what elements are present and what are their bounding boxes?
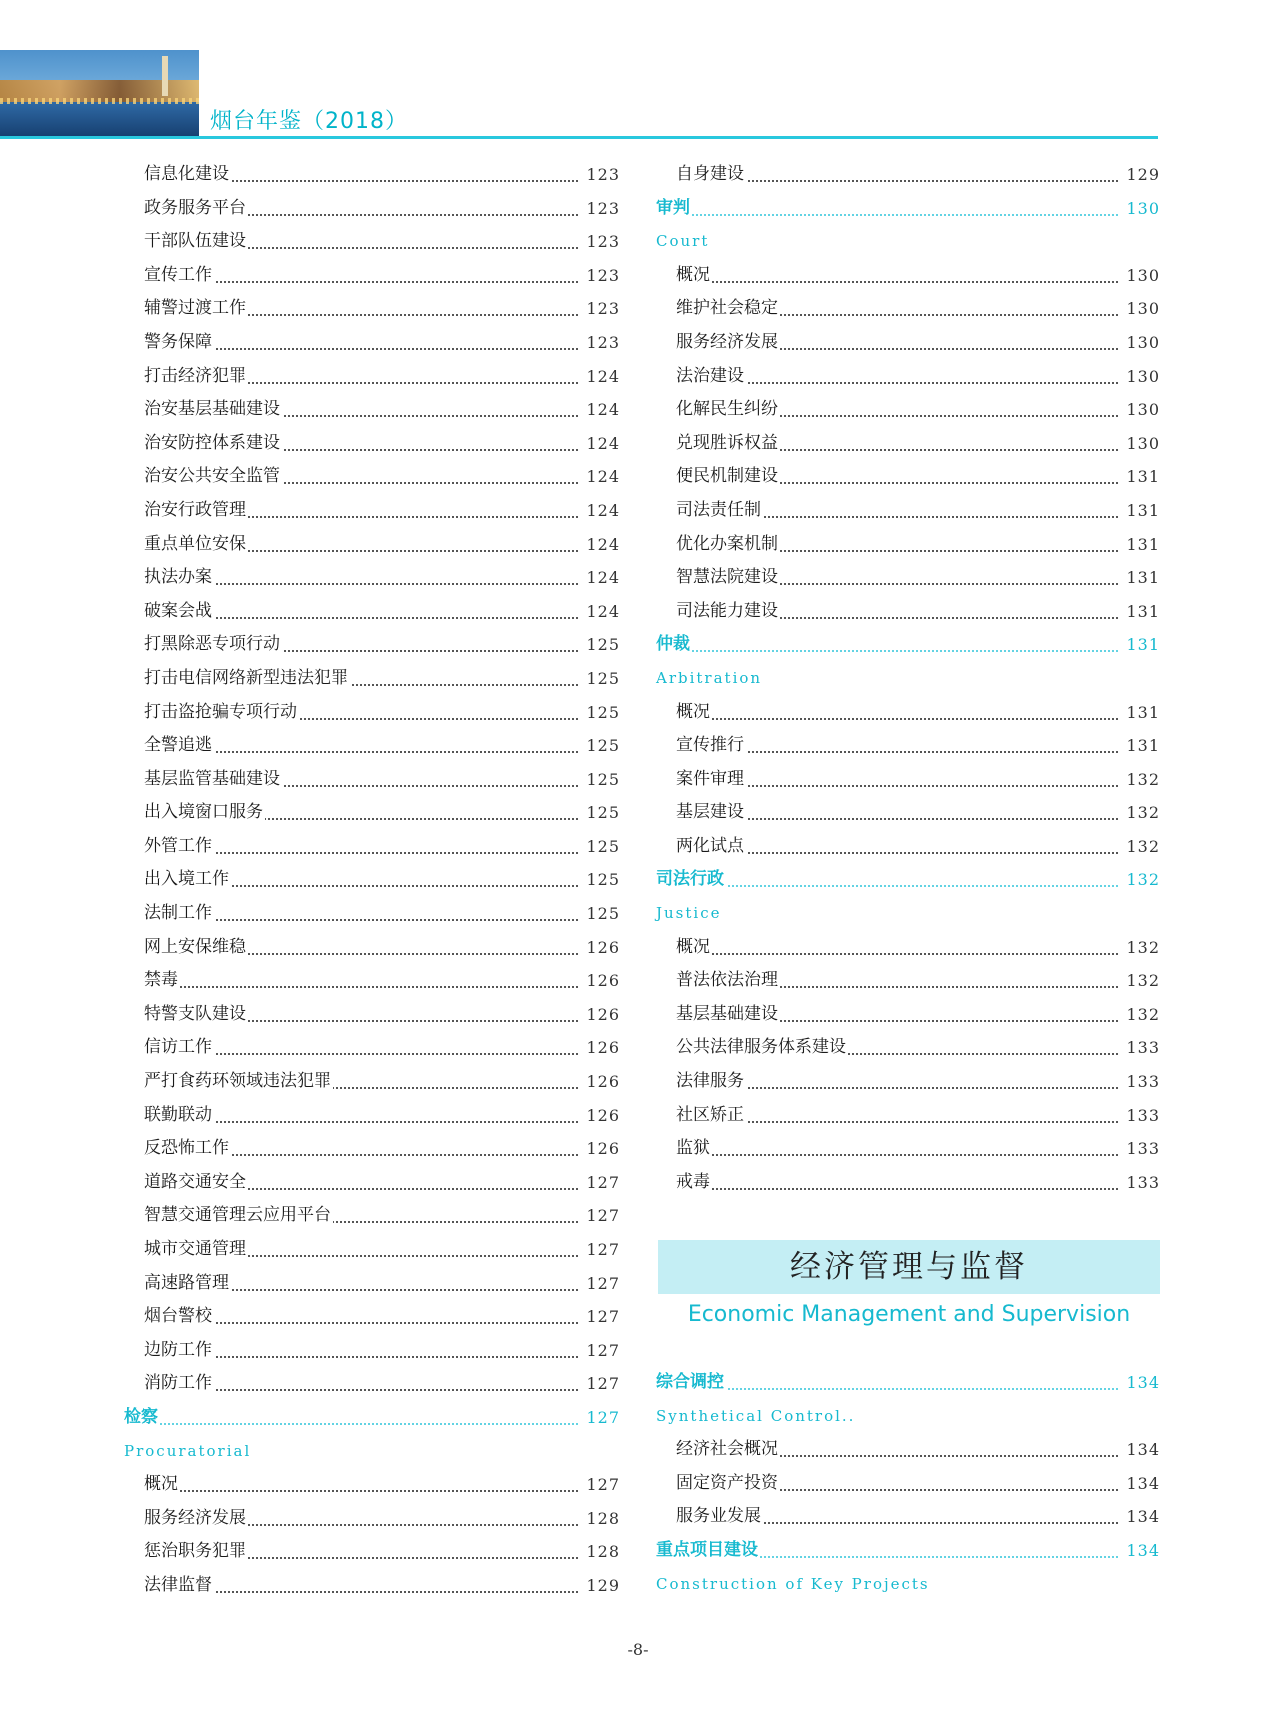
toc-entry-page: 127 (586, 1240, 620, 1259)
toc-entry-page: 134 (1126, 1473, 1160, 1493)
toc-entry-title: 反恐怖工作 (144, 1132, 231, 1166)
toc-entry (652, 1433, 1160, 1467)
toc-entry-title: 法律服务 (676, 1065, 746, 1099)
toc-entry-page: 126 (586, 971, 620, 991)
toc-entry-title: Procuratorial (124, 1435, 253, 1469)
toc-entry (120, 1502, 620, 1536)
toc-entry (652, 595, 1160, 629)
photo-city-lights (0, 98, 199, 104)
toc-entry-page: 127 (586, 1172, 620, 1192)
toc-entry (652, 1132, 1160, 1166)
toc-entry-title: 概况 (144, 1468, 180, 1502)
toc-entry-title: 兑现胜诉权益 (676, 427, 780, 461)
toc-leader-dots (676, 1188, 1118, 1190)
toc-entry-title: 网上安保维稳 (144, 931, 248, 965)
toc-entry (120, 326, 620, 360)
toc-entry-page: 130 (1126, 332, 1160, 352)
toc-entry (652, 1467, 1160, 1501)
toc-entry-page: 128 (586, 1508, 620, 1528)
toc-entry-title: 政务服务平台 (144, 192, 248, 226)
toc-entry-title: 边防工作 (144, 1334, 214, 1368)
toc-entry-page: 133 (1126, 1105, 1160, 1125)
toc-entry-title: 优化办案机制 (676, 528, 780, 562)
toc-entry-page: 127 (586, 1307, 620, 1327)
toc-entry (652, 763, 1160, 797)
toc-leader-dots (144, 1490, 578, 1492)
toc-entry-title: 服务业发展 (676, 1500, 763, 1534)
toc-entry-page: 130 (1126, 198, 1160, 218)
toc-entry-page: 126 (586, 1004, 620, 1024)
toc-entry-title: Court (656, 225, 711, 259)
toc-entry (652, 494, 1160, 528)
toc-entry-title: 服务经济发展 (144, 1502, 248, 1536)
toc-entry-title: 智慧交通管理云应用平台 (144, 1199, 333, 1233)
toc-entry (120, 1233, 620, 1267)
toc-section-heading (652, 192, 1160, 226)
toc-entry-page: 130 (1126, 299, 1160, 319)
toc-entry (652, 1500, 1160, 1534)
toc-entry-page: 133 (1126, 1172, 1160, 1192)
toc-entry-page: 125 (586, 635, 620, 655)
toc-entry-title: 信访工作 (144, 1031, 214, 1065)
toc-entry-title: 治安防控体系建设 (144, 427, 282, 461)
toc-section-heading (652, 628, 1160, 662)
toc-entry (120, 1300, 620, 1334)
toc-leader-dots (676, 718, 1118, 720)
toc-entry-title: 基层基础建设 (676, 998, 780, 1032)
toc-entry-page: 134 (1126, 1440, 1160, 1460)
toc-left-column (120, 158, 620, 1603)
toc-entry-page: 130 (1126, 400, 1160, 420)
toc-entry-title: 烟台警校 (144, 1300, 214, 1334)
toc-entry-page: 124 (586, 433, 620, 453)
toc-entry-page: 124 (586, 500, 620, 520)
toc-entry-page: 132 (1126, 836, 1160, 856)
toc-entry-page: 132 (1126, 870, 1160, 890)
toc-entry (120, 528, 620, 562)
toc-entry-page: 124 (586, 534, 620, 554)
toc-entry-title: 综合调控 (656, 1366, 726, 1400)
toc-entry-page: 131 (1126, 736, 1160, 756)
toc-entry-title: 固定资产投资 (676, 1467, 780, 1501)
toc-entry (120, 796, 620, 830)
toc-entry-page: 131 (1126, 635, 1160, 655)
toc-entry (120, 292, 620, 326)
toc-entry-title: Synthetical Control.. (656, 1400, 857, 1434)
toc-entry-page: 133 (1126, 1038, 1160, 1058)
toc-leader-dots (144, 986, 578, 988)
toc-leader-dots (676, 281, 1118, 283)
toc-entry-page: 130 (1126, 433, 1160, 453)
toc-entry-page: 123 (586, 198, 620, 218)
toc-entry-page: 125 (586, 702, 620, 722)
toc-entry-page: 130 (1126, 265, 1160, 285)
toc-entry-page: 124 (586, 366, 620, 386)
toc-entry (120, 1535, 620, 1569)
toc-entry-page: 127 (586, 1374, 620, 1394)
toc-entry-title: 打黑除恶专项行动 (144, 628, 282, 662)
toc-entry-title: 法治建设 (676, 360, 746, 394)
toc-entry (652, 998, 1160, 1032)
toc-entry (652, 729, 1160, 763)
section-banner (658, 1240, 1160, 1294)
toc-entry-title: 基层监管基础建设 (144, 763, 282, 797)
toc-entry-title: 便民机制建设 (676, 460, 780, 494)
toc-entry (120, 998, 620, 1032)
toc-entry (120, 158, 620, 192)
toc-entry-page: 132 (1126, 769, 1160, 789)
toc-entry-page: 128 (586, 1542, 620, 1562)
toc-entry (120, 1065, 620, 1099)
toc-entry (652, 1065, 1160, 1099)
toc-entry-page: 124 (586, 467, 620, 487)
toc-entry-page: 131 (1126, 534, 1160, 554)
toc-leader-dots (676, 953, 1118, 955)
toc-section-english (652, 225, 1160, 259)
toc-entry-page: 123 (586, 232, 620, 252)
toc-entry-title: 打击经济犯罪 (144, 360, 248, 394)
toc-entry-page: 125 (586, 668, 620, 688)
toc-entry-title: 自身建设 (676, 158, 746, 192)
toc-entry (652, 528, 1160, 562)
toc-entry-title: 破案会战 (144, 595, 214, 629)
toc-entry-title: 宣传推行 (676, 729, 746, 763)
toc-entry (652, 326, 1160, 360)
toc-entry-title: 两化试点 (676, 830, 746, 864)
toc-entry-title: 维护社会稳定 (676, 292, 780, 326)
toc-entry-page: 124 (586, 400, 620, 420)
toc-section-heading (652, 1366, 1160, 1400)
toc-entry (120, 360, 620, 394)
toc-entry (652, 360, 1160, 394)
toc-entry (120, 964, 620, 998)
toc-entry-title: 全警追逃 (144, 729, 214, 763)
toc-entry-title: 审判 (656, 192, 692, 226)
toc-entry-page: 126 (586, 1139, 620, 1159)
toc-entry-page: 125 (586, 736, 620, 756)
toc-entry (120, 1132, 620, 1166)
toc-entry-title: 高速路管理 (144, 1267, 231, 1301)
toc-entry-title: 特警支队建设 (144, 998, 248, 1032)
toc-entry (120, 628, 620, 662)
toc-entry-title: 干部队伍建设 (144, 225, 248, 259)
page-number: -8- (627, 1640, 649, 1659)
toc-entry-page: 125 (586, 904, 620, 924)
toc-entry-title: 执法办案 (144, 561, 214, 595)
toc-entry-page: 131 (1126, 702, 1160, 722)
toc-entry-page: 125 (586, 803, 620, 823)
toc-right-column-2 (652, 1366, 1160, 1601)
toc-entry (120, 494, 620, 528)
toc-entry-title: 普法依法治理 (676, 964, 780, 998)
toc-entry (120, 1367, 620, 1401)
toc-entry-page: 127 (586, 1407, 620, 1427)
toc-entry-page: 134 (1126, 1373, 1160, 1392)
toc-entry (120, 561, 620, 595)
toc-entry-title: 外管工作 (144, 830, 214, 864)
toc-entry-title: 联勤联动 (144, 1099, 214, 1133)
toc-entry (120, 192, 620, 226)
toc-entry-page: 124 (586, 568, 620, 588)
toc-entry (120, 1569, 620, 1603)
toc-entry-page: 125 (586, 769, 620, 789)
toc-entry-title: 概况 (676, 259, 712, 293)
toc-leader-dots (656, 650, 1118, 652)
toc-entry-page: 132 (1126, 937, 1160, 957)
toc-entry (120, 595, 620, 629)
toc-entry (120, 830, 620, 864)
toc-entry-title: 司法行政 (656, 863, 726, 897)
toc-entry-page: 124 (586, 601, 620, 621)
toc-entry-page: 131 (1126, 467, 1160, 487)
toc-entry-title: 戒毒 (676, 1166, 712, 1200)
toc-entry (120, 763, 620, 797)
section-banner-title: 经济管理与监督 (790, 1249, 1028, 1285)
toc-entry-title: 案件审理 (676, 763, 746, 797)
toc-entry-title: 检察 (124, 1401, 160, 1435)
toc-entry-title: 信息化建设 (144, 158, 231, 192)
toc-entry-title: 禁毒 (144, 964, 180, 998)
toc-entry (120, 460, 620, 494)
toc-section-english (652, 1568, 1160, 1602)
photo-sky (0, 50, 199, 80)
toc-entry-page: 132 (1126, 1004, 1160, 1024)
toc-entry (652, 796, 1160, 830)
toc-entry-title: 辅警过渡工作 (144, 292, 248, 326)
toc-entry-title: 社区矫正 (676, 1099, 746, 1133)
toc-entry-page: 127 (586, 1273, 620, 1293)
toc-entry-page: 123 (586, 332, 620, 352)
toc-entry-page: 126 (586, 1105, 620, 1125)
toc-entry-page: 123 (586, 165, 620, 184)
toc-entry (652, 931, 1160, 965)
yearbook-title: 烟台年鉴（2018） (210, 109, 408, 134)
toc-entry-title: 城市交通管理 (144, 1233, 248, 1267)
toc-entry (652, 427, 1160, 461)
toc-entry-page: 123 (586, 299, 620, 319)
toc-entry-title: 法律监督 (144, 1569, 214, 1603)
toc-entry-title: 消防工作 (144, 1367, 214, 1401)
toc-entry (120, 696, 620, 730)
toc-entry-page: 125 (586, 836, 620, 856)
toc-entry-title: 治安基层基础建设 (144, 393, 282, 427)
toc-entry-title: Justice (656, 897, 723, 931)
toc-entry (120, 1031, 620, 1065)
toc-entry (652, 158, 1160, 192)
toc-entry-title: 打击盗抢骗专项行动 (144, 696, 299, 730)
toc-section-english (120, 1435, 620, 1469)
toc-entry (120, 662, 620, 696)
toc-entry-title: 治安公共安全监管 (144, 460, 282, 494)
toc-entry-page: 133 (1126, 1072, 1160, 1092)
toc-entry (120, 393, 620, 427)
toc-entry-title: Construction of Key Projects (656, 1568, 932, 1602)
toc-entry-title: 严打食药环领域违法犯罪 (144, 1065, 333, 1099)
toc-entry (652, 460, 1160, 494)
toc-entry-title: Arbitration (656, 662, 764, 696)
toc-leader-dots (676, 1154, 1118, 1156)
toc-entry-page: 127 (586, 1206, 620, 1226)
section-banner-subtitle: Economic Management and Supervision (687, 1302, 1131, 1327)
toc-entry-title: 出入境窗口服务 (144, 796, 265, 830)
toc-entry-title: 司法责任制 (676, 494, 763, 528)
toc-entry (652, 292, 1160, 326)
toc-entry-page: 131 (1126, 500, 1160, 520)
toc-entry-page: 127 (586, 1340, 620, 1360)
toc-entry (120, 1334, 620, 1368)
toc-entry (120, 863, 620, 897)
toc-entry (652, 561, 1160, 595)
toc-entry-title: 打击电信网络新型违法犯罪 (144, 662, 350, 696)
toc-entry-title: 警务保障 (144, 326, 214, 360)
toc-entry (120, 1468, 620, 1502)
photo-tower (162, 56, 168, 96)
toc-entry-title: 惩治职务犯罪 (144, 1535, 248, 1569)
toc-entry-page: 131 (1126, 601, 1160, 621)
toc-right-column (652, 158, 1160, 1199)
toc-entry-page: 134 (1126, 1507, 1160, 1527)
toc-entry (652, 830, 1160, 864)
photo-sea (0, 102, 199, 138)
toc-entry (120, 259, 620, 293)
toc-entry (652, 1099, 1160, 1133)
toc-entry (652, 696, 1160, 730)
toc-entry-title: 基层建设 (676, 796, 746, 830)
toc-entry-page: 129 (586, 1575, 620, 1595)
toc-entry (120, 1199, 620, 1233)
toc-entry (120, 1099, 620, 1133)
toc-entry-title: 宣传工作 (144, 259, 214, 293)
toc-entry (652, 259, 1160, 293)
toc-entry-page: 126 (586, 1038, 620, 1058)
toc-section-heading (652, 1534, 1160, 1568)
toc-entry-title: 出入境工作 (144, 863, 231, 897)
toc-entry-page: 130 (1126, 366, 1160, 386)
toc-entry-title: 化解民生纠纷 (676, 393, 780, 427)
header-divider (0, 136, 1158, 139)
toc-leader-dots (124, 1423, 578, 1425)
toc-entry-page: 126 (586, 937, 620, 957)
toc-entry (652, 964, 1160, 998)
toc-entry (120, 931, 620, 965)
toc-entry-title: 司法能力建设 (676, 595, 780, 629)
toc-entry-page: 129 (1126, 165, 1160, 184)
toc-entry (120, 897, 620, 931)
toc-entry-title: 监狱 (676, 1132, 712, 1166)
toc-entry (120, 1267, 620, 1301)
toc-entry-title: 概况 (676, 696, 712, 730)
toc-entry-title: 仲裁 (656, 628, 692, 662)
toc-leader-dots (656, 214, 1118, 216)
toc-entry-title: 重点单位安保 (144, 528, 248, 562)
toc-entry (120, 225, 620, 259)
toc-section-heading (120, 1401, 620, 1435)
toc-section-english (652, 1400, 1160, 1434)
toc-entry (652, 393, 1160, 427)
toc-section-heading (652, 863, 1160, 897)
toc-entry-page: 132 (1126, 971, 1160, 991)
toc-entry-title: 服务经济发展 (676, 326, 780, 360)
toc-entry-title: 经济社会概况 (676, 1433, 780, 1467)
toc-entry (120, 729, 620, 763)
toc-entry-page: 125 (586, 870, 620, 890)
toc-entry-page: 126 (586, 1072, 620, 1092)
toc-entry (120, 1166, 620, 1200)
toc-entry-title: 治安行政管理 (144, 494, 248, 528)
toc-entry (652, 1166, 1160, 1200)
toc-entry-page: 132 (1126, 803, 1160, 823)
toc-entry (652, 1031, 1160, 1065)
toc-entry-page: 134 (1126, 1540, 1160, 1560)
toc-entry-title: 重点项目建设 (656, 1534, 760, 1568)
header-city-photo (0, 50, 199, 138)
toc-entry-title: 法制工作 (144, 897, 214, 931)
toc-entry-title: 公共法律服务体系建设 (676, 1031, 848, 1065)
toc-entry-title: 智慧法院建设 (676, 561, 780, 595)
toc-section-english (652, 897, 1160, 931)
toc-section-english (652, 662, 1160, 696)
toc-entry-title: 概况 (676, 931, 712, 965)
toc-entry (120, 427, 620, 461)
toc-entry-page: 131 (1126, 568, 1160, 588)
toc-entry-page: 133 (1126, 1139, 1160, 1159)
toc-entry-page: 127 (586, 1475, 620, 1495)
toc-entry-title: 道路交通安全 (144, 1166, 248, 1200)
toc-entry-page: 123 (586, 265, 620, 285)
